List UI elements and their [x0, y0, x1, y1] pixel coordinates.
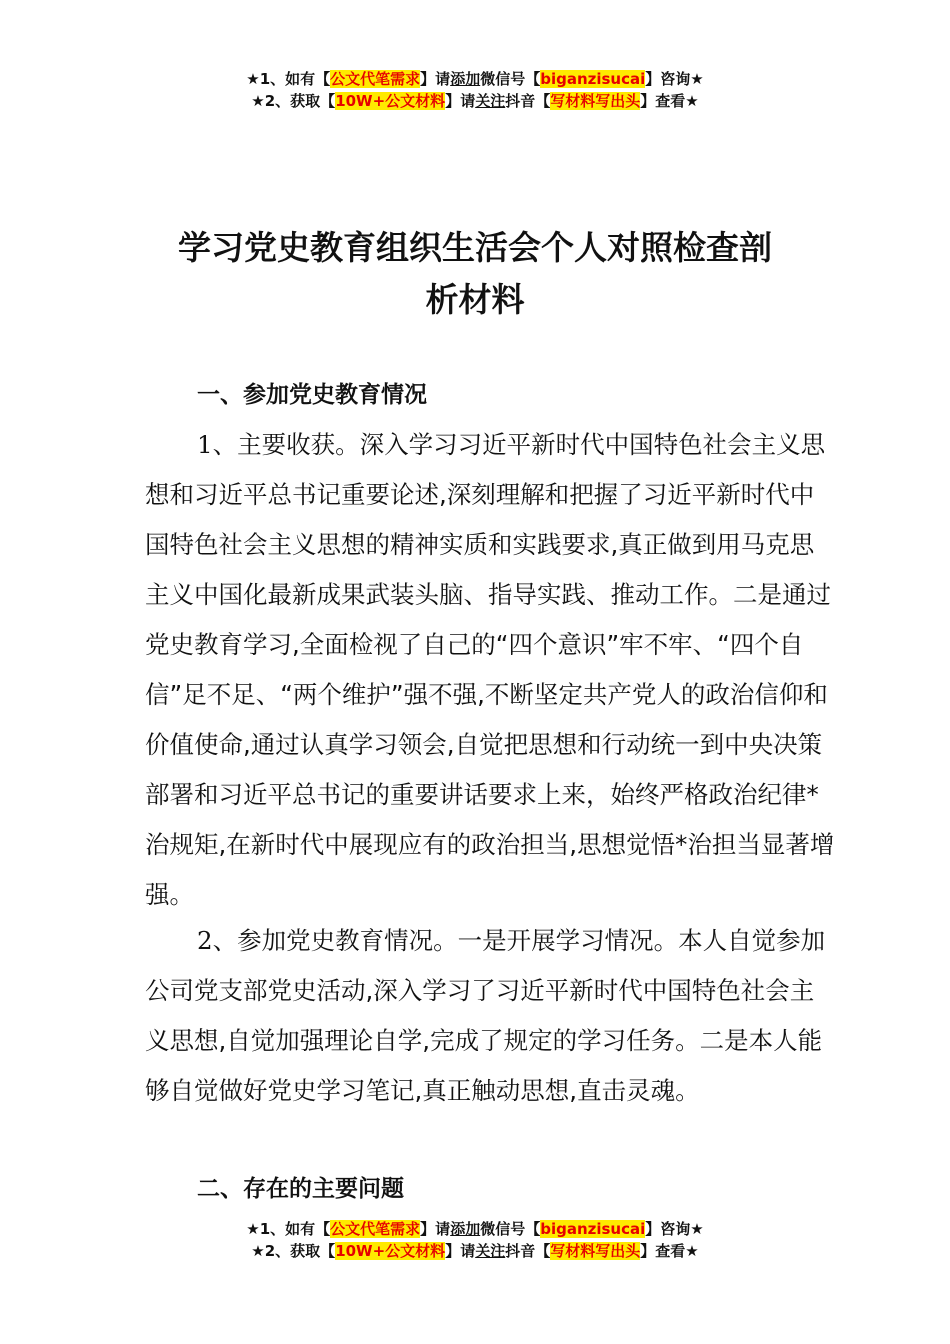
underlined-add: 添加: [450, 70, 481, 88]
highlight-materials: 10W+公文材料: [335, 92, 446, 110]
header-banner: [0, 68, 950, 112]
title-line-2: 析材料: [425, 280, 525, 319]
section-heading-2: 二、存在的主要问题: [197, 1176, 404, 1202]
highlight-writing-service: 公文代笔需求: [330, 70, 421, 88]
highlight-douyin-account: 写材料写出头: [550, 92, 641, 110]
footer-banner-line-2: ★2、获取【10W+公文材料】请关注抖音【写材料写出头】查看★: [251, 1242, 699, 1260]
footer-highlight-materials: 10W+公文材料: [335, 1242, 446, 1260]
paragraph-2: [145, 916, 835, 1116]
section-heading-1: 一、参加党史教育情况: [197, 382, 427, 408]
paragraph-1: [145, 420, 835, 920]
paragraph-2-number: 2: [197, 926, 213, 955]
banner-line-1: ★1、如有【公文代笔需求】请添加微信号【biganzisucai】咨询★: [246, 70, 704, 88]
footer-highlight-writing-service: 公文代笔需求: [330, 1220, 421, 1238]
footer-underlined-follow: 关注: [475, 1242, 506, 1260]
footer-highlight-douyin-account: 写材料写出头: [550, 1242, 641, 1260]
banner-line-2: ★2、获取【10W+公文材料】请关注抖音【写材料写出头】查看★: [251, 92, 699, 110]
paragraph-1-text: 、主要收获。深入学习习近平新时代中国特色社会主义思想和习近平总书记重要论述,深刻理解和把握了习近平新时代中国特色社会主义思想的精神实质和实践要求,真正做到用马克思主义中国化最新成果武装头脑、指导实践、推动工作。二是通过党史教育学习,全面检视了自己的“四个意识”牢不牢、“四个自信”足不足、“两个维护”强不强,不断坚定共产党人的政治信仰和价值使命,通过认真学习领会,自觉把思想和行动统一到中央决策部署和习近平总书记的重要讲话要求上来，始终严格政治纪律*治规矩,在新时代中展现应有的政治担当,思想觉悟*治担当显著增强。: [145, 430, 835, 909]
footer-banner-line-1: ★1、如有【公文代笔需求】请添加微信号【biganzisucai】咨询★: [246, 1220, 704, 1238]
underlined-follow: 关注: [475, 92, 506, 110]
paragraph-1-number: 1: [197, 430, 213, 459]
highlight-wechat-id: biganzisucai: [540, 70, 646, 88]
footer-highlight-wechat-id: biganzisucai: [540, 1220, 646, 1238]
document-title: [120, 222, 830, 326]
footer-banner: [0, 1218, 950, 1262]
title-line-1: 学习党史教育组织生活会个人对照检查剖: [178, 228, 772, 267]
paragraph-2-text: 、参加党史教育情况。一是开展学习情况。本人自觉参加公司党支部党史活动,深入学习了习近平新时代中国特色社会主义思想,自觉加强理论自学,完成了规定的学习任务。二是本人能够自觉做好党史学习笔记,真正触动思想,直击灵魂。: [145, 926, 826, 1105]
footer-underlined-add: 添加: [450, 1220, 481, 1238]
